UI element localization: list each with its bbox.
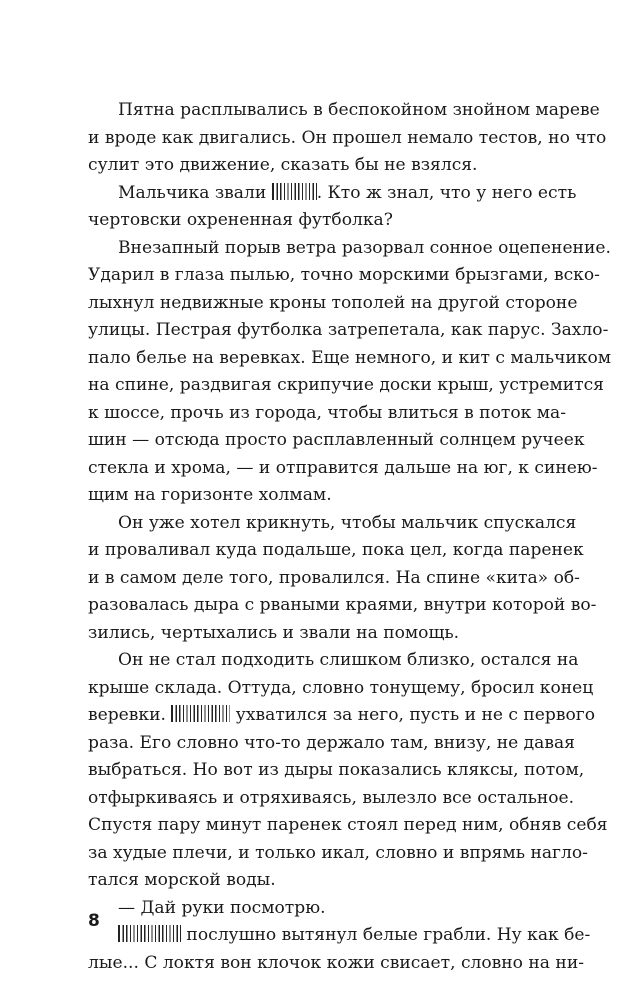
text-line: Спустя пару минут паренек стоял перед ним, обняв себя xyxy=(88,815,608,835)
text-line xyxy=(88,180,577,208)
text-line: щим на горизонте холмам. xyxy=(88,485,332,505)
text-line: Он не стал подходить слишком близко, остался на xyxy=(118,650,579,670)
text-line: тался морской воды. xyxy=(88,870,276,890)
body-text xyxy=(88,97,612,977)
text-line: разовалась дыра с рваными краями, внутри которой во- xyxy=(88,595,597,615)
text-line: лыхнул недвижные кроны тополей на другой стороне xyxy=(88,292,578,313)
text-line: Он уже хотел крикнуть, чтобы мальчик спускался xyxy=(118,512,577,533)
redacted-name-mark xyxy=(171,705,230,722)
text-line: стекла и хрома, — и отправится дальше на юг, к синею- xyxy=(88,457,598,478)
text-line xyxy=(88,702,596,730)
text-line: шин — отсюда просто расплавленный солнцем ручеек xyxy=(88,430,585,450)
text-line: лые... С локтя вон клочок кожи свисает, словно на ни- xyxy=(88,952,584,973)
text-line: выбраться. Но вот из дыры показались кляксы, потом, xyxy=(88,760,585,780)
text-line: отфыркиваясь и отряхиваясь, вылезло все остальное. xyxy=(88,787,575,808)
text-line: сулит это движение, сказать бы не взялся. xyxy=(88,155,478,175)
text-line xyxy=(88,922,591,950)
text-line: и в самом деле того, провалился. На спине «кита» об- xyxy=(88,567,580,588)
text-line: крыше склада. Оттуда, словно тонущему, бросил конец xyxy=(88,677,594,698)
text-segment: . Кто ж знал, что у него есть xyxy=(316,182,577,203)
text-line: — Дай руки посмотрю. xyxy=(118,897,326,918)
page-number: 8 xyxy=(88,911,100,931)
text-line: и вроде как двигались. Он прошел немало тестов, но что xyxy=(88,127,607,148)
text-segment: веревки. xyxy=(88,705,172,725)
text-line: на спине, раздвигая скрипучие доски крыш, устремится xyxy=(88,375,604,395)
text-line: к шоссе, прочь из города, чтобы влиться в поток ма- xyxy=(88,402,566,423)
redacted-name-mark xyxy=(272,183,317,200)
text-segment: Мальчика звали xyxy=(118,182,272,203)
text-line: за худые плечи, и только икал, словно и впрямь нагло- xyxy=(88,842,588,863)
text-line: чертовски охрененная футболка? xyxy=(88,210,393,230)
text-line: Пятна расплывались в беспокойном знойном мареве xyxy=(118,100,600,120)
text-segment: послушно вытянул белые грабли. Ну как бе- xyxy=(181,925,591,945)
text-line: Ударил в глаза пылью, точно морскими брызгами, вско- xyxy=(88,265,600,285)
text-line: зились, чертыхались и звали на помощь. xyxy=(88,622,460,643)
redacted-name-mark xyxy=(118,925,181,942)
text-line: раза. Его словно что-то держало там, внизу, не давая xyxy=(88,732,575,753)
text-line: улицы. Пестрая футболка затрепетала, как парус. Захло- xyxy=(88,320,609,340)
text-line: и проваливал куда подальше, пока цел, когда паренек xyxy=(88,540,584,560)
text-line: Внезапный порыв ветра разорвал сонное оцепенение. xyxy=(118,237,611,258)
text-line: пало белье на веревках. Еще немного, и кит с мальчиком xyxy=(88,347,612,368)
text-segment: ухватился за него, пусть и не с первого xyxy=(230,705,596,725)
